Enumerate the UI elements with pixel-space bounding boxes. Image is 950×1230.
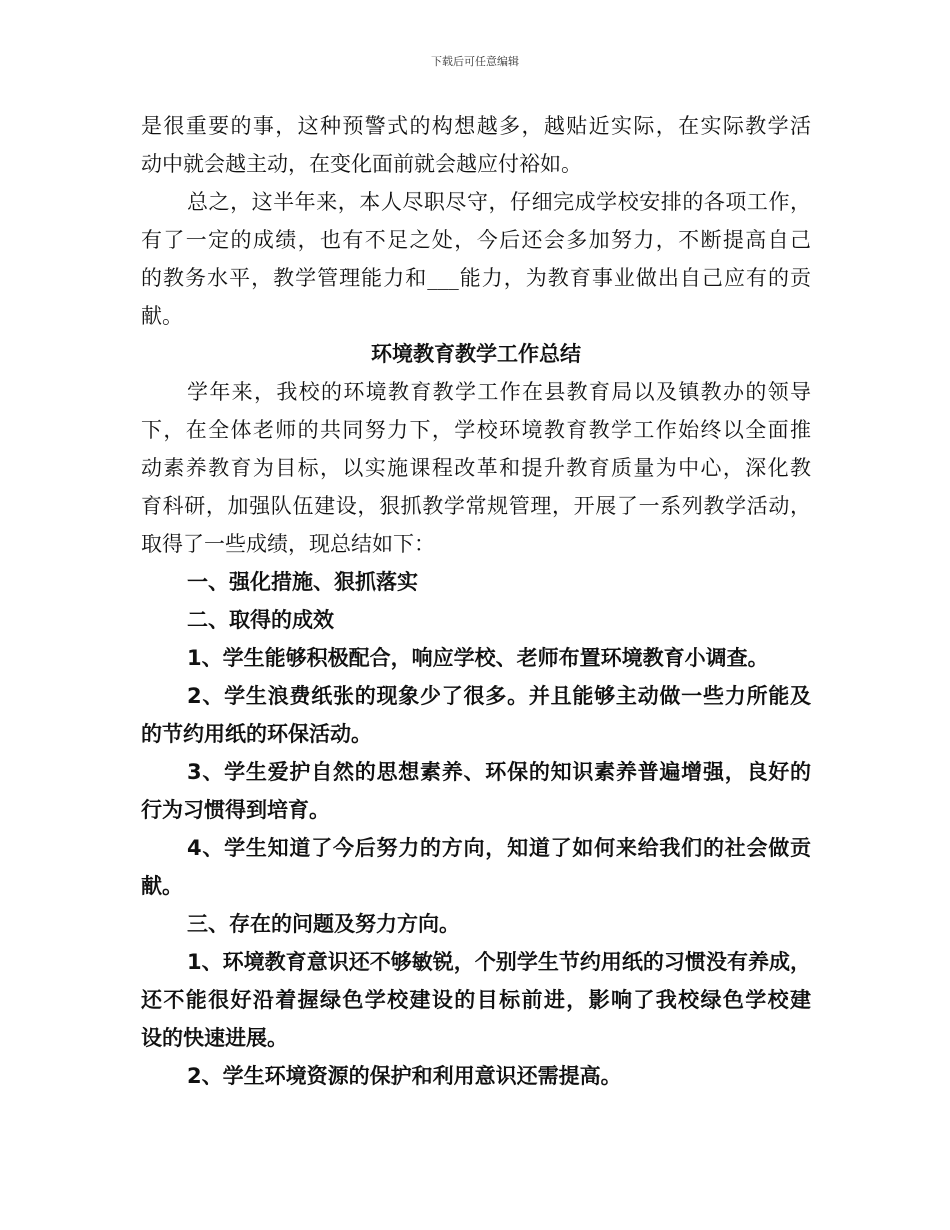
list-item-continuation: 还不能很好沿着握绿色学校建设的目标前进，影响了我校绿色学校建 bbox=[141, 988, 811, 1012]
body-line: 学年来，我校的环境教育教学工作在县教育局以及镇教办的领导 bbox=[187, 380, 811, 404]
list-item-continuation: 行为习惯得到培育。 bbox=[141, 798, 330, 822]
list-item-continuation: 设的快速进展。 bbox=[141, 1026, 288, 1050]
section-heading: 三、存在的问题及努力方向。 bbox=[187, 912, 460, 936]
section-heading: 二、取得的成效 bbox=[187, 608, 334, 632]
list-item: 2、学生环境资源的保护和利用意识还需提高。 bbox=[187, 1064, 622, 1088]
body-line: 下，在全体老师的共同努力下，学校环境教育教学工作始终以全面推 bbox=[141, 418, 811, 442]
body-line: 育科研，加强队伍建设，狠抓教学常规管理，开展了一系列教学活动， bbox=[141, 494, 811, 518]
list-item-continuation: 献。 bbox=[141, 874, 183, 898]
list-item: 2、学生浪费纸张的现象少了很多。并且能够主动做一些力所能及 bbox=[187, 684, 811, 708]
body-line: 动中就会越主动，在变化面前就会越应付裕如。 bbox=[141, 152, 582, 176]
body-line: 有了一定的成绩，也有不足之处，今后还会多加努力，不断提高自己 bbox=[141, 228, 811, 252]
body-line: 是很重要的事，这种预警式的构想越多，越贴近实际，在实际教学活 bbox=[141, 114, 811, 138]
body-line: 的教务水平，教学管理能力和___能力，为教育事业做出自己应有的贡 bbox=[141, 266, 811, 290]
list-item: 4、学生知道了今后努力的方向，知道了如何来给我们的社会做贡 bbox=[187, 836, 811, 860]
body-line: 取得了一些成绩，现总结如下： bbox=[141, 532, 435, 556]
section-heading: 一、强化措施、狠抓落实 bbox=[187, 570, 418, 594]
document-title: 环境教育教学工作总结 bbox=[371, 342, 581, 366]
body-line: 动素养教育为目标，以实施课程改革和提升教育质量为中心，深化教 bbox=[141, 456, 811, 480]
list-item-continuation: 的节约用纸的环保活动。 bbox=[141, 722, 372, 746]
body-line: 总之，这半年来，本人尽职尽守，仔细完成学校安排的各项工作， bbox=[187, 190, 811, 214]
page-header: 下载后可任意编辑 bbox=[431, 55, 519, 68]
list-item: 1、环境教育意识还不够敏锐，个别学生节约用纸的习惯没有养成， bbox=[187, 950, 811, 974]
body-line: 献。 bbox=[141, 304, 183, 328]
list-item: 1、学生能够积极配合，响应学校、老师布置环境教育小调查。 bbox=[187, 646, 769, 670]
list-item: 3、学生爱护自然的思想素养、环保的知识素养普遍增强，良好的 bbox=[187, 760, 811, 784]
document-body bbox=[141, 107, 811, 1095]
